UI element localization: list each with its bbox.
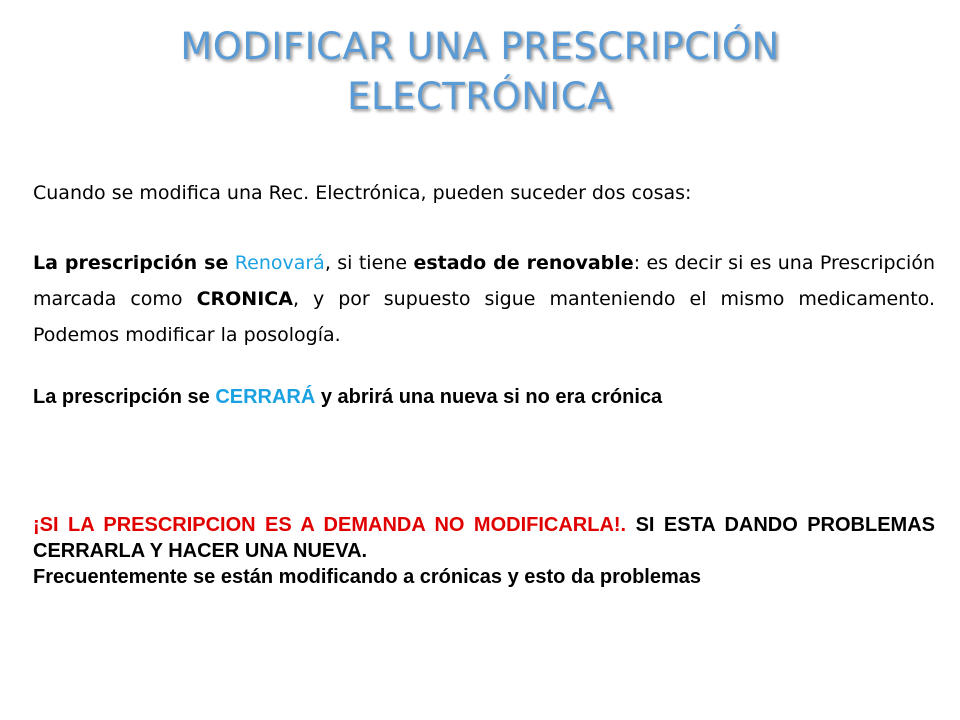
para1-lead: La prescripción se xyxy=(33,252,229,274)
cerrara-keyword: CERRARÁ xyxy=(215,386,316,408)
para2-lead: La prescripción se xyxy=(33,386,210,408)
slide-title-line-1: MODIFICAR UNA PRESCRIPCIÓN xyxy=(180,25,780,68)
para1-text-3: , y por supuesto sigue manteniendo el mismo medicamento. Podemos modificar la posología. xyxy=(33,288,935,346)
renovar-paragraph xyxy=(33,245,935,353)
estado-renovable-keyword: estado de renovable xyxy=(413,252,634,274)
para1-text-2: : es decir si es una Prescripción marcada como xyxy=(33,252,935,310)
para1-text-1: , si tiene xyxy=(324,252,408,274)
renovara-keyword: Renovará xyxy=(234,252,325,274)
warning-line-2: Frecuentemente se están modificando a crónicas y esto da problemas xyxy=(33,566,701,588)
para2-tail: y abrirá una nueva si no era crónica xyxy=(320,386,663,408)
slide-title xyxy=(0,22,960,122)
slide-title-line-2: ELECTRÓNICA xyxy=(347,75,613,118)
cronica-keyword: CRONICA xyxy=(196,288,293,310)
warning-red-text: ¡SI LA PRESCRIPCION ES A DEMANDA NO MODIFICARLA!. xyxy=(33,514,627,536)
warning-line-rest: SI ESTA DANDO PROBLEMAS CERRARLA Y HACER UNA NUEVA. xyxy=(33,514,936,562)
intro-text: Cuando se modifica una Rec. Electrónica, pueden suceder dos cosas: xyxy=(33,182,692,204)
warning-paragraph xyxy=(33,512,935,590)
cerrar-paragraph xyxy=(33,382,935,412)
